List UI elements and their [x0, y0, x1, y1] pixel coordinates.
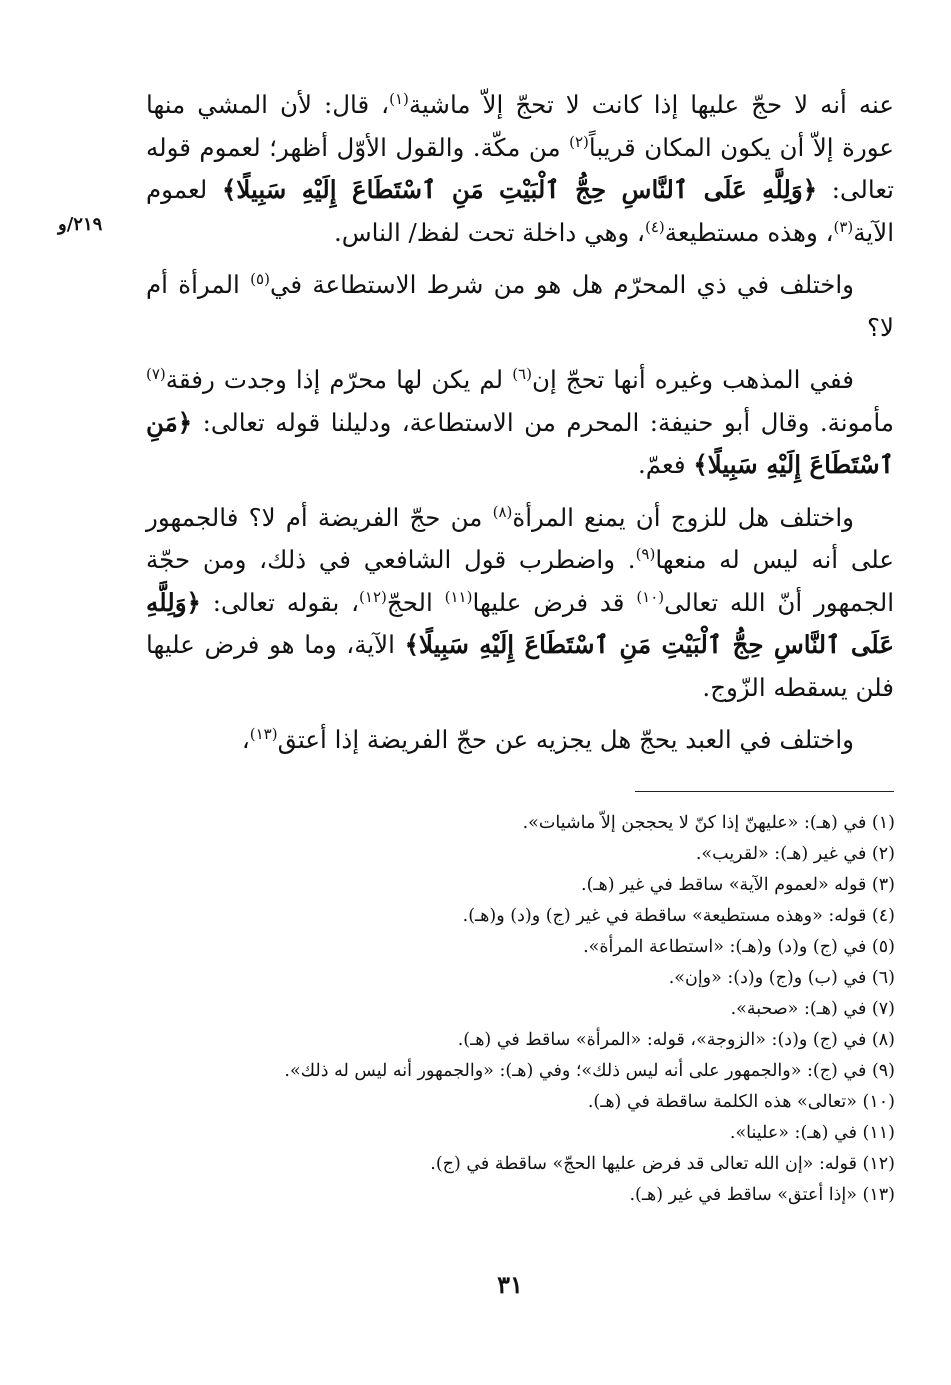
footnote-item: (١٠) «تعالى» هذه الكلمة ساقطة في (هـ).	[587, 1092, 895, 1112]
footnote-item: (٤) قوله: «وهذه مستطيعة» ساقطة في غير (ج) و(د) و(هـ).	[462, 906, 895, 926]
footnote-marker: (٢)	[569, 132, 589, 151]
paragraph	[146, 264, 894, 349]
text-segment: من مكّة. والقول الأوّل أظهر؛ لعموم قوله تعالى:	[146, 132, 895, 204]
footnote-marker: (٦)	[512, 365, 532, 383]
paragraph	[146, 84, 894, 254]
footnote-item: (١٣) «إذا أعتق» ساقط في غير (هـ).	[629, 1185, 895, 1205]
text-segment: الآية، وما هو فرض عليها فلن يسقطه الزّوج.	[146, 630, 894, 702]
text-segment: الحجّ	[386, 587, 445, 617]
text-segment: فعمّ.	[637, 450, 694, 479]
text-segment: ،	[241, 725, 250, 754]
paragraph	[146, 497, 894, 710]
footnote-item: (١٢) قوله: «إن الله تعالى قد فرض عليها الحجّ» ساقطة في (ج).	[430, 1154, 895, 1174]
footnote-marker: (١٣)	[249, 725, 278, 743]
text-segment: واختلف في ذي المحرّم هل هو من شرط الاستطاعة في	[269, 270, 854, 299]
quran-verse: ﴿مَنِ ٱسْتَطَاعَ إِلَيْهِ سَبِيلًا﴾	[146, 407, 894, 479]
footnote-separator	[635, 791, 894, 792]
text-segment: ، وهي داخلة تحت لفظ/ الناس.	[333, 217, 645, 247]
page-number: ٣١	[497, 1270, 523, 1299]
paragraph	[146, 359, 894, 487]
footnote-marker: (٨)	[492, 502, 513, 521]
text-segment: لعموم الآية	[146, 175, 894, 247]
main-text	[146, 84, 894, 772]
footnote-marker: (١٠)	[636, 587, 665, 606]
footnote-marker: (٩)	[635, 545, 656, 563]
footnote-marker: (٤)	[644, 217, 665, 236]
footnote-item: (١١) في (هـ): «علينا».	[729, 1123, 895, 1143]
footnote-item: (٣) قوله «لعموم الآية» ساقط في غير (هـ).	[581, 875, 895, 895]
footnote-item: (٥) في (ج) و(د) و(هـ): «استطاعة المرأة».	[583, 937, 895, 957]
footnote-item: (٨) في (ج) و(د): «الزوجة»، قوله: «المرأة» ساقط في (هـ).	[457, 1030, 895, 1050]
footnote-item: (٦) في (ب) و(ج) و(د): «وإن».	[668, 968, 895, 988]
manuscript-folio-reference: ٢١٩/و	[58, 214, 103, 235]
footnote-marker: (٧)	[146, 365, 166, 383]
text-segment: ، وهذه مستطيعة	[664, 217, 834, 247]
quran-verse: ﴿وَلِلَّهِ عَلَى ٱلنَّاسِ حِجُّ ٱلْبَيْتِ مَنِ ٱسْتَطَاعَ إِلَيْهِ سَبِيلًا﴾	[146, 587, 895, 659]
footnote-marker: (١١)	[444, 587, 473, 606]
text-segment: واختلف هل للزوج أن يمنع المرأة	[512, 502, 854, 532]
footnote-item: (٢) في غير (هـ): «لقريب».	[695, 844, 895, 864]
text-segment: ففي المذهب وغيره أنها تحجّ إن	[531, 365, 854, 394]
footnote-item: (٧) في (هـ): «صحبة».	[730, 999, 895, 1019]
text-segment: . واضطرب قول الشافعي في ذلك، ومن حجّة الجمهور أنّ الله تعالى	[146, 545, 895, 617]
footnote-marker: (٥)	[250, 270, 270, 288]
text-segment: من حجّ الفريضة أم لا؟ فالجمهور على أنه ليس له منعها	[146, 502, 894, 574]
text-segment: ، بقوله تعالى:	[200, 587, 360, 617]
footnote-item: (٩) في (ج): «والجمهور على أنه ليس ذلك»؛ وفي (هـ): «والجمهور أنه ليس له ذلك».	[284, 1061, 895, 1081]
footnote-marker: (١٢)	[359, 587, 387, 606]
text-segment: قد فرض عليها	[472, 587, 637, 617]
quran-verse: ﴿وَلِلَّهِ عَلَى ٱلنَّاسِ حِجُّ ٱلْبَيْتِ مَنِ ٱسْتَطَاعَ إِلَيْهِ سَبِيلًا﴾	[221, 175, 818, 204]
footnote-marker: (٣)	[833, 217, 854, 236]
text-segment: مأمونة. وقال أبو حنيفة: المحرم من الاستطاعة، ودليلنا قوله تعالى:	[192, 407, 894, 437]
text-segment: ، قال: لأن المشي منها عورة إلاّ أن يكون المكان قريباً	[146, 90, 894, 162]
footnote-marker: (١)	[389, 90, 409, 108]
text-segment: واختلف في العبد يحجّ هل يجزيه عن حجّ الفريضة إذا أعتق	[277, 725, 854, 754]
text-segment: المرأة أم لا؟	[146, 270, 894, 342]
paragraph	[146, 719, 894, 762]
text-segment: لم يكن لها محرّم إذا وجدت رفقة	[165, 365, 513, 394]
text-segment: عنه أنه لا حجّ عليها إذا كانت لا تحجّ إلاّ ماشية	[408, 90, 894, 119]
footnotes	[120, 808, 895, 1211]
footnote-item: (١) في (هـ): «عليهنّ إذا كنّ لا يحججن إلاّ ماشيات».	[522, 813, 895, 833]
